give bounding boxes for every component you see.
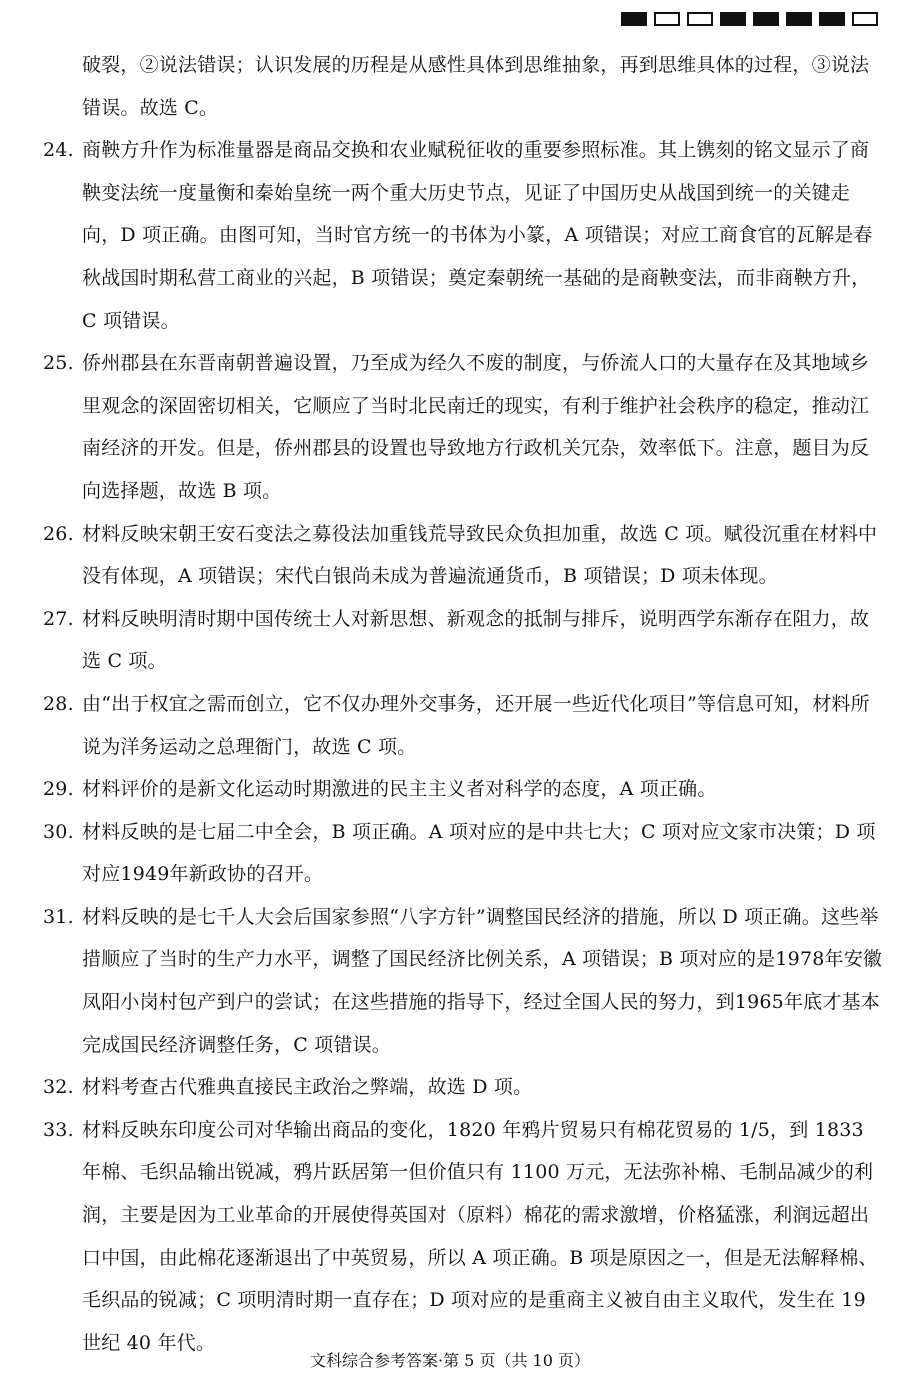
item-number: 29. [43, 778, 74, 801]
item-text: 材料反映宋朝王安石变法之募役法加重钱荒导致民众负担加重，故选 C 项。赋役沉重在材料中没有体现，A 项错误；宋代白银尚未成为普遍流通货币，B 项错误；D 项未体现。 [82, 522, 878, 588]
answer-item-27 [43, 598, 883, 683]
header-mark [819, 12, 845, 26]
item-number: 24. [43, 139, 74, 162]
item-text: 材料评价的是新文化运动时期激进的民主主义者对科学的态度，A 项正确。 [82, 778, 717, 801]
page-footer: 文科综合参考答案·第 5 页（共 10 页） [310, 1351, 590, 1370]
header-marks [621, 12, 878, 26]
answer-item-24 [43, 129, 883, 342]
item-text: 材料反映的是七千人大会后国家参照“八字方针”调整国民经济的措施，所以 D 项正确。这些举措顺应了当时的生产力水平，调整了国民经济比例关系，A 项错误；B 项对应的是1978年安徽凤阳小岗村包产到户的尝试；在这些措施的指导下，经过全国人民的努力，到1965年底才基本完成国民经济调整任务，C 项错误。 [82, 905, 883, 1056]
answer-item-32 [43, 1066, 883, 1109]
item-number: 28. [43, 692, 74, 715]
item-text: 商鞅方升作为标准量器是商品交换和农业赋税征收的重要参照标准。其上镌刻的铭文显示了商鞅变法统一度量衡和秦始皇统一两个重大历史节点，见证了中国历史从战国到统一的关键走向，D 项正确。由图可知，当时官方统一的书体为小篆，A 项错误；对应工商食官的瓦解是春秋战国时期私营工商业的兴起，B 项错误；奠定秦朝统一基础的是商鞅变法，而非商鞅方升，C 项错误。 [82, 139, 873, 332]
header-mark [654, 12, 680, 26]
header-mark [720, 12, 746, 26]
continuation-paragraph: 破裂，②说法错误；认识发展的历程是从感性具体到思维抽象，再到思维具体的过程，③说法错误。故选 C。 [82, 54, 870, 119]
item-number: 32. [43, 1076, 74, 1099]
item-number: 33. [43, 1118, 74, 1141]
item-text: 材料反映的是七届二中全会，B 项正确。A 项对应的是中共七大；C 项对应文家市决策；D 项对应1949年新政协的召开。 [82, 820, 876, 886]
header-mark [786, 12, 812, 26]
header-mark [753, 12, 779, 26]
item-text: 侨州郡县在东晋南朝普遍设置，乃至成为经久不废的制度，与侨流人口的大量存在及其地域乡里观念的深固密切相关，它顺应了当时北民南迁的现实，有利于维护社会秩序的稳定，推动江南经济的开发。但是，侨州郡县的设置也导致地方行政机关冗杂，效率低下。注意，题目为反向选择题，故选 B 项。 [82, 352, 870, 502]
item-number: 31. [43, 905, 74, 928]
answer-item-26 [43, 513, 883, 598]
answer-content [43, 44, 883, 1364]
item-number: 27. [43, 607, 74, 630]
answer-item-25 [43, 342, 883, 512]
item-number: 30. [43, 820, 74, 843]
item-text: 材料反映明清时期中国传统士人对新思想、新观念的抵制与排斥，说明西学东渐存在阻力，故选 C 项。 [82, 607, 870, 673]
item-text: 由“出于权宜之需而创立，它不仅办理外交事务，还开展一些近代化项目”等信息可知，材料所说为洋务运动之总理衙门，故选 C 项。 [82, 692, 870, 758]
item-text: 材料考查古代雅典直接民主政治之弊端，故选 D 项。 [82, 1076, 533, 1099]
item-number: 26. [43, 522, 74, 545]
answer-item-33 [43, 1109, 883, 1365]
header-mark [621, 12, 647, 26]
answer-item-29 [43, 768, 883, 811]
answer-item-31 [43, 896, 883, 1066]
item-text: 材料反映东印度公司对华输出商品的变化，1820 年鸦片贸易只有棉花贸易的 1/5，到 1833 年棉、毛织品输出锐减，鸦片跃居第一但价值只有 1100 万元，无法弥补棉、毛制品减少的利润，主要是因为工业革命的开展使得英国对（原料）棉花的需求激增，价格猛涨，利润远超出口中国，由此棉花逐渐退出了中英贸易，所以 A 项正确。B 项是原因之一，但是无法解释棉、毛织品的锐减；C 项明清时期一直存在；D 项对应的是重商主义被自由主义取代，发生在 19 世纪 40 年代。 [82, 1118, 878, 1354]
answer-item-30 [43, 811, 883, 896]
answer-item-28 [43, 683, 883, 768]
header-mark [852, 12, 878, 26]
item-number: 25. [43, 352, 74, 375]
header-mark [687, 12, 713, 26]
